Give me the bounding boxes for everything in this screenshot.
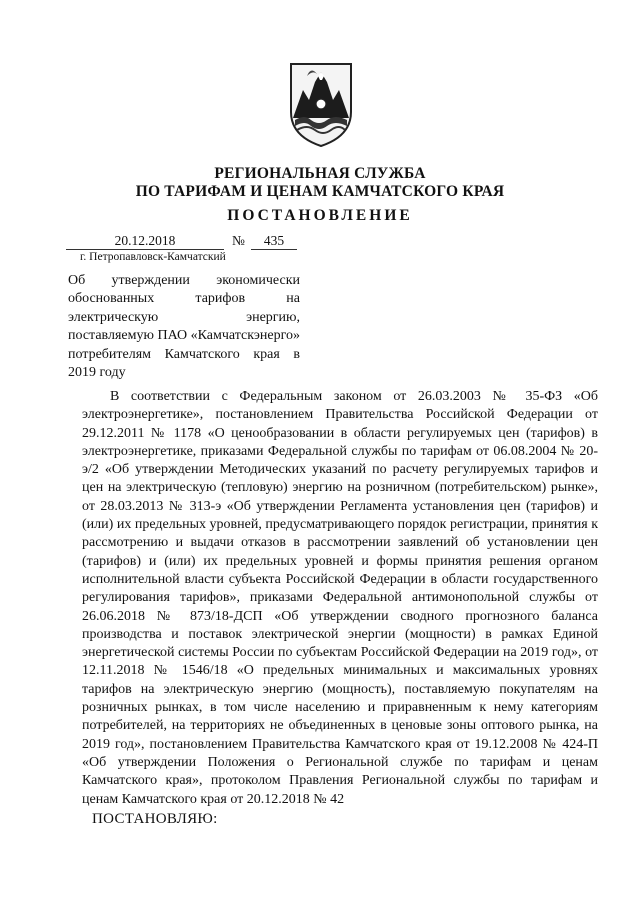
document-number: 435 xyxy=(251,233,297,250)
document-subject: Об утверждении экономически обоснованных тарифов на электрическую энергию, поставляемую ПАО «Камчатскэнерго» потребителям Камчатского края в 2019 году xyxy=(68,273,300,381)
document-type-title: ПОСТАНОВЛЕНИЕ xyxy=(227,207,413,224)
number-sign: № xyxy=(232,233,245,248)
agency-name-line-1: РЕГИОНАЛЬНАЯ СЛУЖБА xyxy=(214,165,426,182)
document-body-paragraph: В соответствии с Федеральным законом от 26.03.2003 № 35-ФЗ «Об электроэнергетике», постановлением Правительства Российской Федерации от 29.12.2011 № 1178 «О ценообразовании в области регулируемых цен (тарифов) в электроэнергетике, приказами Федеральной службы по тарифам от 06.08.2004 № 20-э/2 «Об утверждении Методических указаний по расчету регулируемых тарифов и цен на электрическую (тепловую) энергию на розничном (потребительском) рынке», от 28.03.2013 № 313-э «Об утверждении Регламента установления цен (тарифов) и (или) их предельных уровней, предусматривающего порядок регистрации, принятия к рассмотрению и выдачи отказов в рассмотрении заявлений об установлении цен (тарифов) и (или) их предельных уровней и формы принятия решения органом исполнительной власти субъекта Российской Федерации в области государственного регулирования тарифов», приказами Федеральной антимонопольной службы от 26.06.2018 № 873/18-ДСП «Об утверждении сводного прогнозного баланса производства и поставок электрической энергии (мощности) в рамках Единой энергетической системы России по субъектам Российской Федерации на 2019 год», от 12.11.2018 № 1546/18 «О предельных минимальных и максимальных уровнях тарифов на электрическую энергию (мощность), поставляемую покупателям на розничных рынках, в том числе населению и приравненным к нему категориям потребителей, на территориях не объединенных в ценовые зоны оптового рынка, на 2019 год», постановлением Правительства Камчатского края от 19.12.2008 № 424-П «Об утверждении Положения о Региональной службе по тарифам и ценам Камчатского края», протоколом Правления Региональной службы по тарифам и ценам Камчатского края от 20.12.2018 № 42 xyxy=(82,389,598,807)
document-date: 20.12.2018 xyxy=(66,233,224,250)
document-city: г. Петропавловск-Камчатский xyxy=(80,251,226,263)
resolution-heading: ПОСТАНОВЛЯЮ: xyxy=(92,811,218,827)
agency-name-line-2: ПО ТАРИФАМ И ЦЕНАМ КАМЧАТСКОГО КРАЯ xyxy=(135,183,505,200)
kamchatka-coat-of-arms-icon xyxy=(287,60,355,148)
